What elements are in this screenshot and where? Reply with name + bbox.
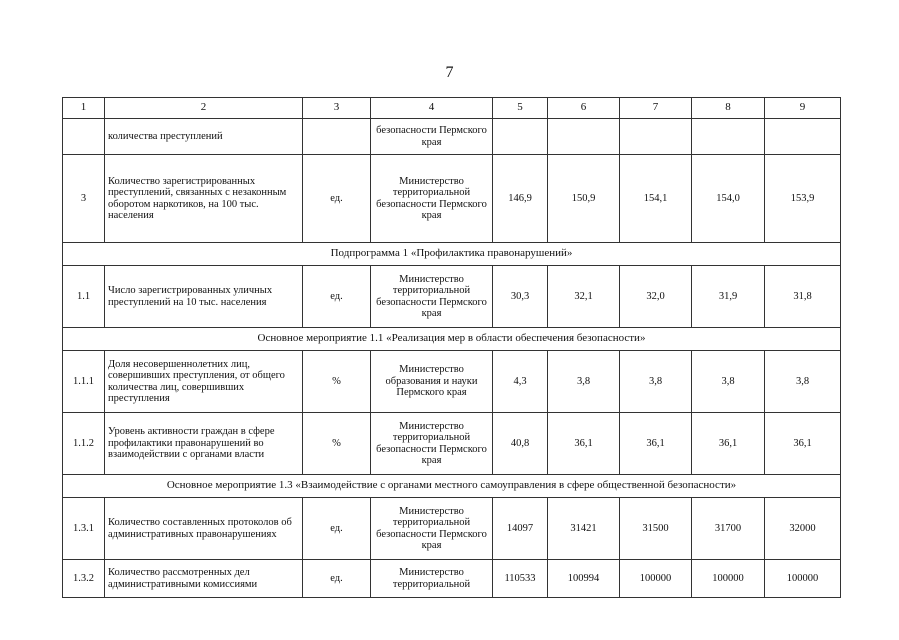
value-cell: 31700 [692, 498, 765, 560]
table-body [63, 98, 841, 598]
value-cell: 3,8 [548, 351, 620, 413]
indicators-table [62, 97, 841, 598]
value-cell: 31,8 [765, 266, 841, 328]
table-row [63, 119, 841, 155]
value-cell: 100000 [765, 560, 841, 598]
header-cell: 3 [303, 98, 371, 119]
value-cell [620, 119, 692, 155]
responsible-org: Министерство территориальной безопасности Пермского края [371, 266, 493, 328]
value-cell: 110533 [493, 560, 548, 598]
section-row [63, 475, 841, 498]
value-cell: 153,9 [765, 155, 841, 243]
indicator-name: Количество зарегистрированных преступлений, связанных с незаконным оборотом наркотиков, на 100 тыс. населения [105, 155, 303, 243]
indicator-name: Доля несовершеннолетних лиц, совершивших преступления, от общего количества лиц, совершивших преступления [105, 351, 303, 413]
value-cell: 32,0 [620, 266, 692, 328]
section-row [63, 328, 841, 351]
unit-cell: % [303, 351, 371, 413]
indicator-name: Количество составленных протоколов об административных правонарушениях [105, 498, 303, 560]
row-number: 3 [63, 155, 105, 243]
responsible-org: Министерство образования и науки Пермского края [371, 351, 493, 413]
row-number: 1.1.1 [63, 351, 105, 413]
value-cell: 36,1 [692, 413, 765, 475]
responsible-org: безопасности Пермского края [371, 119, 493, 155]
value-cell: 150,9 [548, 155, 620, 243]
indicator-name: Число зарегистрированных уличных преступлений на 10 тыс. населения [105, 266, 303, 328]
value-cell: 31421 [548, 498, 620, 560]
value-cell: 3,8 [692, 351, 765, 413]
indicator-name: Количество рассмотренных дел административными комиссиями [105, 560, 303, 598]
value-cell: 36,1 [620, 413, 692, 475]
value-cell: 146,9 [493, 155, 548, 243]
value-cell [692, 119, 765, 155]
section-title: Основное мероприятие 1.1 «Реализация мер в области обеспечения безопасности» [63, 328, 841, 351]
value-cell: 14097 [493, 498, 548, 560]
section-title: Подпрограмма 1 «Профилактика правонарушений» [63, 243, 841, 266]
responsible-org: Министерство территориальной безопасности Пермского края [371, 413, 493, 475]
table-row [63, 266, 841, 328]
header-cell: 8 [692, 98, 765, 119]
unit-cell: ед. [303, 498, 371, 560]
value-cell: 30,3 [493, 266, 548, 328]
value-cell: 31500 [620, 498, 692, 560]
value-cell [548, 119, 620, 155]
table-row [63, 351, 841, 413]
page-number: 7 [445, 64, 454, 81]
value-cell: 36,1 [548, 413, 620, 475]
value-cell: 40,8 [493, 413, 548, 475]
value-cell [493, 119, 548, 155]
responsible-org: Министерство территориальной безопасности Пермского края [371, 498, 493, 560]
header-cell: 9 [765, 98, 841, 119]
table-row [63, 155, 841, 243]
unit-cell [303, 119, 371, 155]
value-cell: 31,9 [692, 266, 765, 328]
responsible-org: Министерство территориальной [371, 560, 493, 598]
value-cell: 3,8 [620, 351, 692, 413]
value-cell: 32000 [765, 498, 841, 560]
table-row [63, 560, 841, 598]
value-cell: 36,1 [765, 413, 841, 475]
unit-cell: ед. [303, 560, 371, 598]
value-cell: 4,3 [493, 351, 548, 413]
section-title: Основное мероприятие 1.3 «Взаимодействие с органами местного самоуправления в сфере общественной безопасности» [63, 475, 841, 498]
value-cell: 100000 [692, 560, 765, 598]
header-cell: 4 [371, 98, 493, 119]
header-cell: 6 [548, 98, 620, 119]
header-cell: 1 [63, 98, 105, 119]
unit-cell: % [303, 413, 371, 475]
value-cell [765, 119, 841, 155]
table-row [63, 413, 841, 475]
row-number [63, 119, 105, 155]
section-row [63, 243, 841, 266]
value-cell: 154,1 [620, 155, 692, 243]
value-cell: 100000 [620, 560, 692, 598]
header-cell: 7 [620, 98, 692, 119]
table-row [63, 498, 841, 560]
indicator-name: количества преступлений [105, 119, 303, 155]
unit-cell: ед. [303, 155, 371, 243]
value-cell: 3,8 [765, 351, 841, 413]
row-number: 1.3.1 [63, 498, 105, 560]
indicator-name: Уровень активности граждан в сфере профилактики правонарушений во взаимодействии с органами власти [105, 413, 303, 475]
value-cell: 154,0 [692, 155, 765, 243]
row-number: 1.1 [63, 266, 105, 328]
header-row [63, 98, 841, 119]
responsible-org: Министерство территориальной безопасности Пермского края [371, 155, 493, 243]
value-cell: 100994 [548, 560, 620, 598]
value-cell: 32,1 [548, 266, 620, 328]
header-cell: 5 [493, 98, 548, 119]
header-cell: 2 [105, 98, 303, 119]
row-number: 1.3.2 [63, 560, 105, 598]
row-number: 1.1.2 [63, 413, 105, 475]
unit-cell: ед. [303, 266, 371, 328]
